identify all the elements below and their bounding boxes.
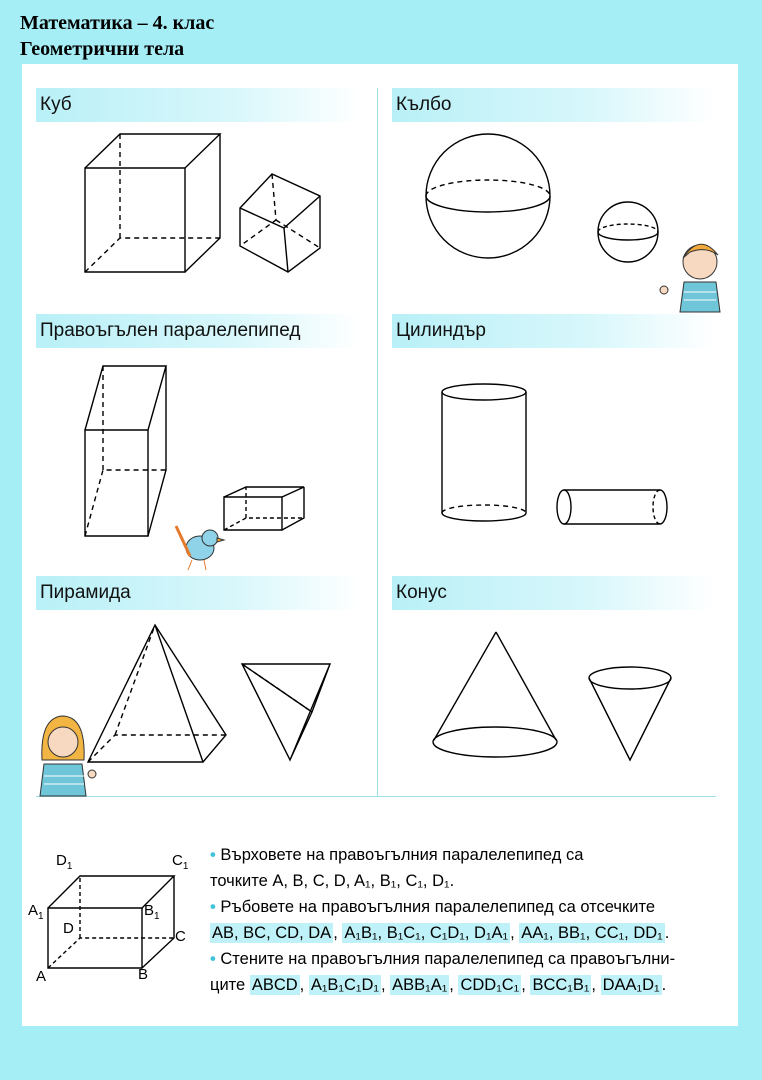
boy-character <box>660 244 720 312</box>
lying-cylinder-figure <box>557 490 667 524</box>
subject-title: Математика – 4. клас <box>20 12 215 34</box>
bird-character <box>176 526 224 570</box>
vertex-label-a1: $A_1$ <box>28 902 44 922</box>
small-prism-figure <box>224 487 304 530</box>
vertex-label-b: B <box>138 966 149 983</box>
label-prism: Правоъгълен паралелепипед <box>36 314 360 348</box>
vertex-label-b1: $B_1$ <box>144 902 160 922</box>
label-cone: Конус <box>392 576 716 610</box>
facts-list <box>210 842 730 998</box>
vertex-label-d1: $D_1$ <box>56 852 73 872</box>
label-pyramid: Пирамида <box>36 576 360 610</box>
small-cone-figure <box>589 667 671 760</box>
cylinder-figure <box>442 384 526 521</box>
vertex-label-c: C <box>175 928 186 945</box>
small-pyramid-figure <box>242 664 330 760</box>
fact-vertices: • Върховете на правоъгълния паралелепипед са точките A, B, C, D, A₁, B₁, C₁, D₁. <box>210 846 584 890</box>
small-cube-figure <box>240 174 320 272</box>
girl-character <box>40 716 96 796</box>
cone-figure <box>433 632 557 757</box>
label-cylinder: Цилиндър <box>392 314 716 348</box>
topic-title: Геометрични тела <box>20 38 185 60</box>
label-cube: Куб <box>36 88 360 122</box>
sphere-figure <box>426 134 550 258</box>
vertex-label-a: A <box>36 968 47 985</box>
label-sphere: Кълбо <box>392 88 716 122</box>
fact-faces: • Стените на правоъгълния паралелепипед са правоъгълни- ците ABCD , A₁B₁C₁D₁ , ABB₁A₁ , CDD₁C₁ , BCC₁B₁ , DAA₁D₁ . <box>210 950 676 994</box>
pyramid-figure <box>88 625 226 762</box>
fact-edges: • Ръбовете на правоъгълния паралелепипед са отсечките AB, BC, CD, DA , A₁B₁, B₁C₁, C₁D₁, D₁A₁ , AA₁, BB₁, CC₁, DD₁ . <box>210 898 670 942</box>
prism-figure <box>85 366 166 536</box>
small-sphere-figure <box>598 202 658 262</box>
vertex-label-c1: $C_1$ <box>172 852 189 872</box>
cube-figure <box>85 134 220 272</box>
vertex-label-d: D <box>63 920 74 937</box>
